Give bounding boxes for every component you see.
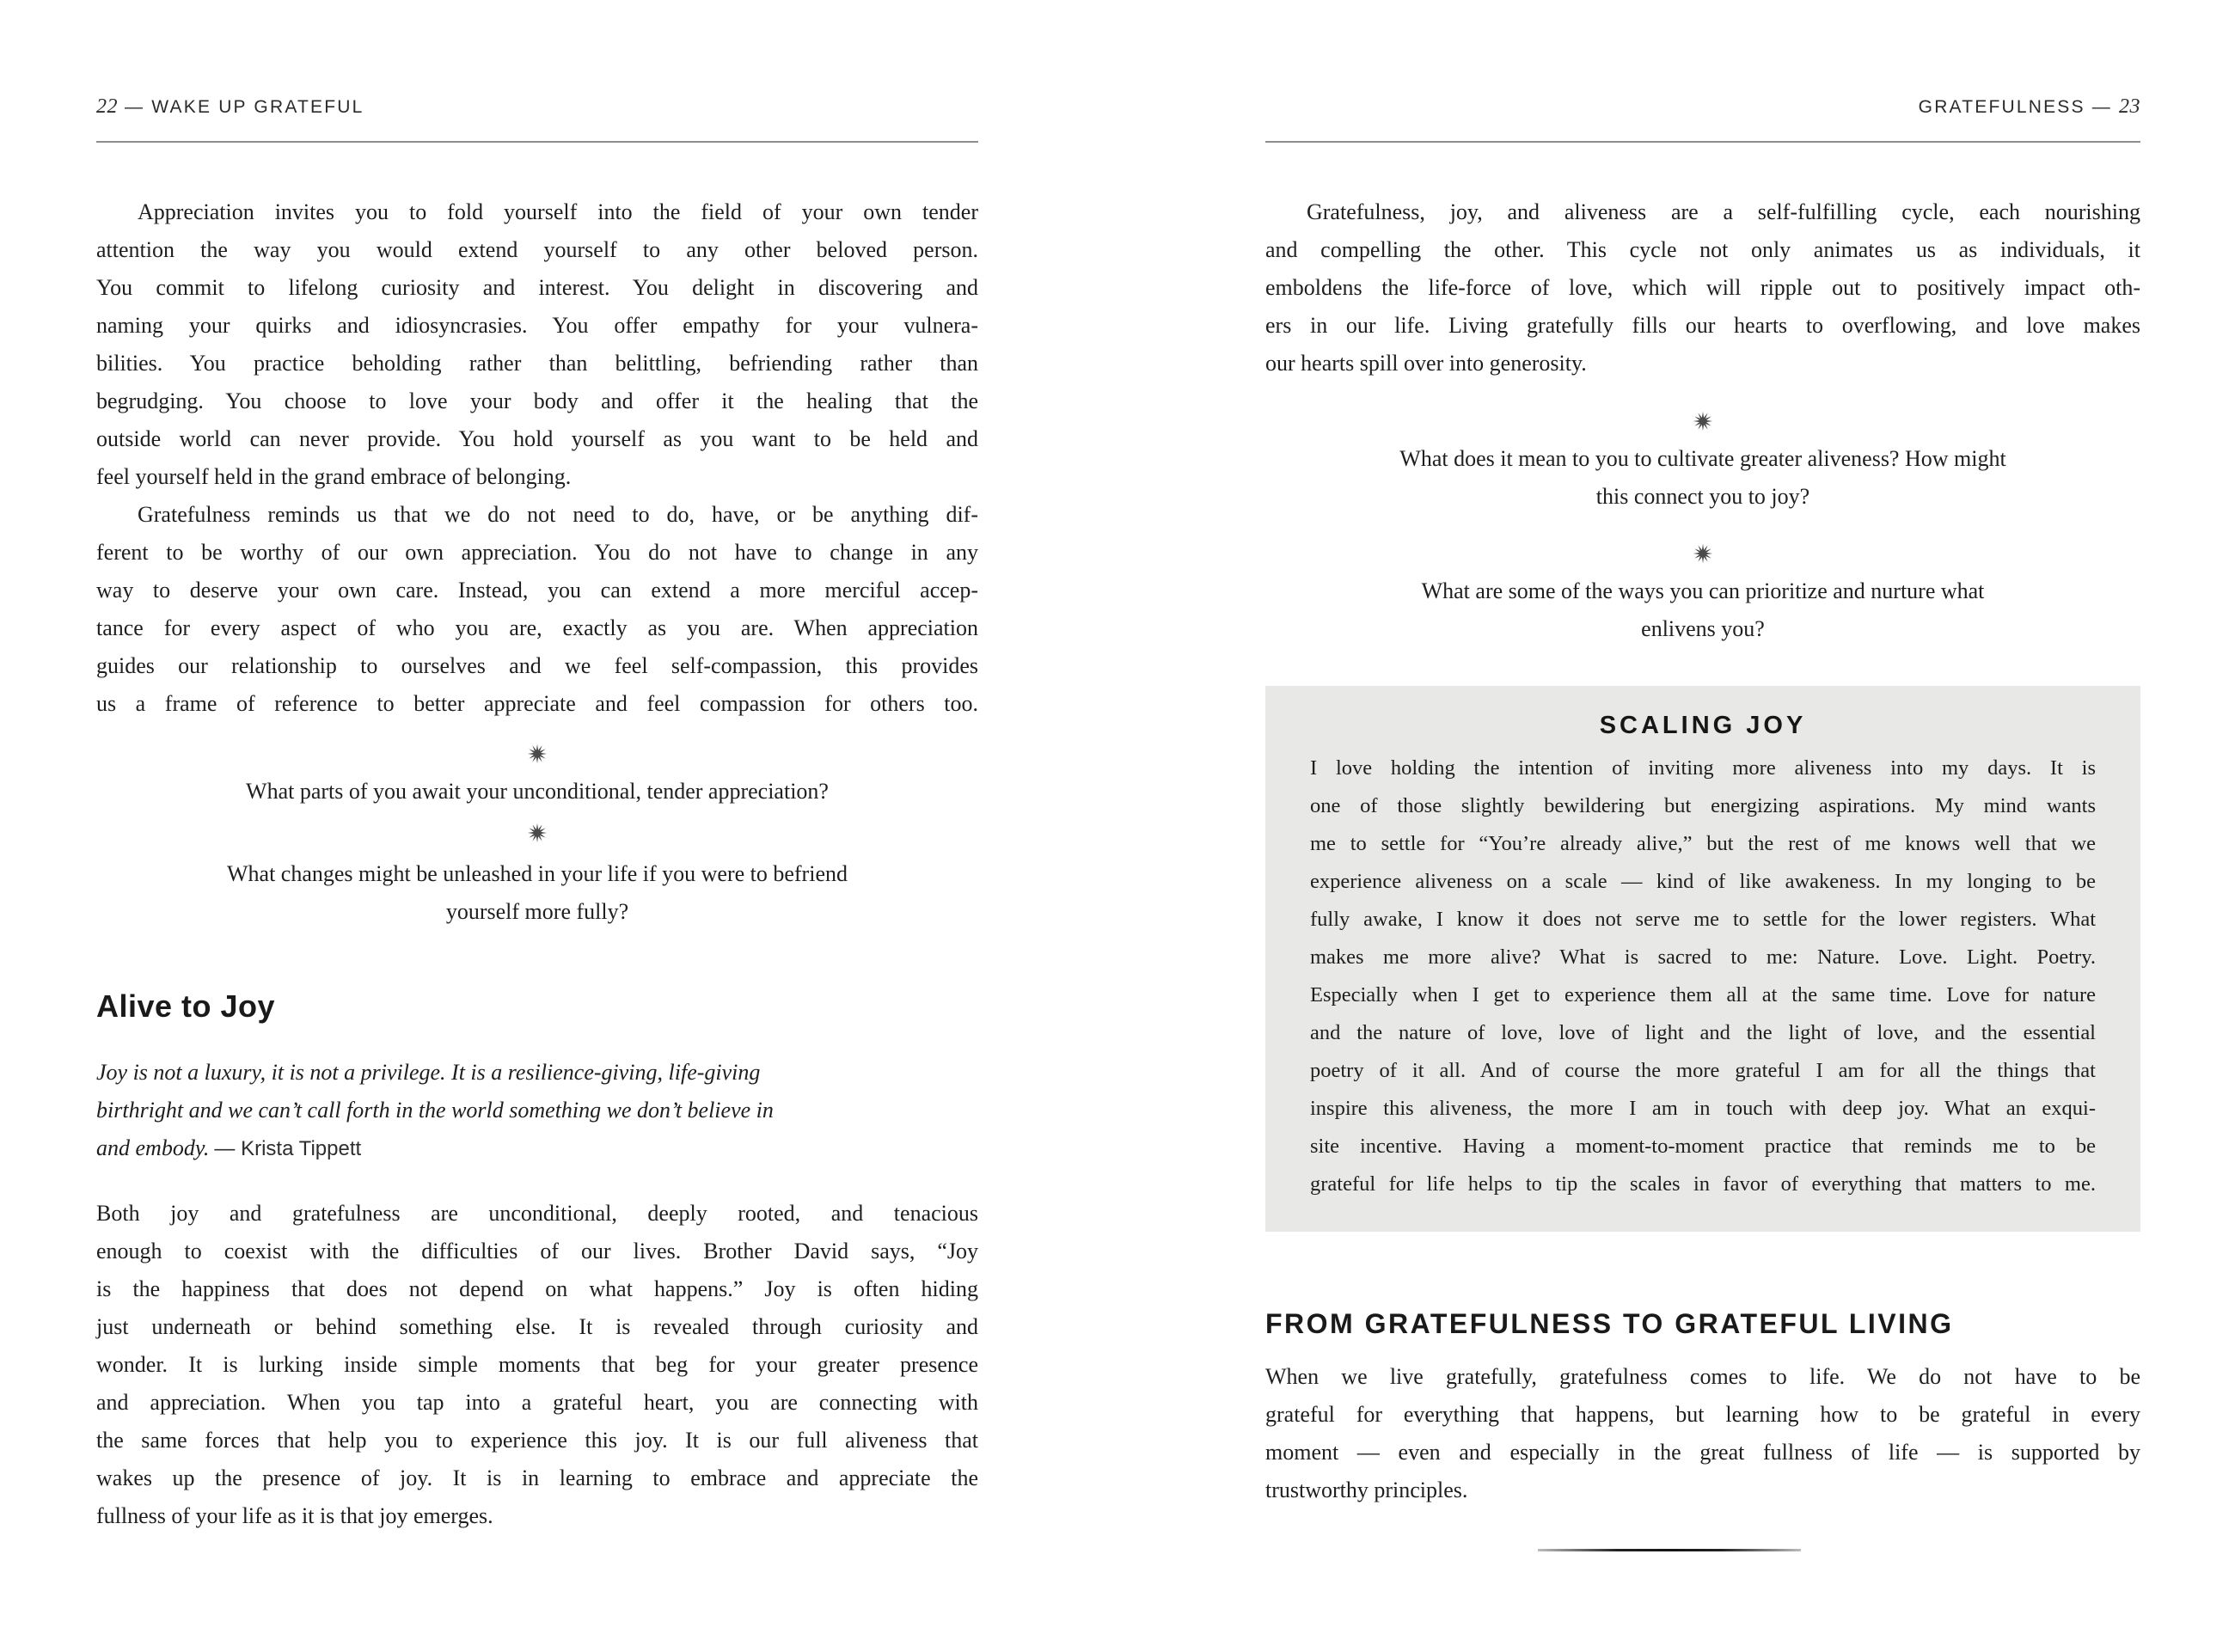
running-header-right: [1265, 89, 2140, 125]
text-line: grateful for life helps to tip the scales in favor of everything that matters to me.: [1310, 1172, 2096, 1196]
twelve-pointed-star-icon: [1693, 411, 1713, 431]
paragraph: [96, 496, 978, 723]
text-line: wakes up the presence of joy. It is in learning to embrace and appreciate the: [96, 1465, 978, 1490]
text-line: is the happiness that does not depend on what happens.” Joy is often hiding: [96, 1276, 978, 1301]
text-line: inspire this aliveness, the more I am in touch with deep joy. What an exqui-: [1310, 1097, 2096, 1120]
paragraph: [96, 193, 978, 496]
page-left: [96, 0, 978, 1652]
text-line: fully awake, I know it does not serve me to settle for the lower registers. What: [1310, 908, 2096, 931]
pull-quote-lines: [96, 1054, 978, 1129]
text-line: moment — even and especially in the great fullness of life — is supported by: [1265, 1440, 2140, 1465]
running-title: GRATEFULNESS: [1918, 97, 2085, 117]
reflection-question: [96, 855, 978, 931]
text-line: this connect you to joy?: [1595, 484, 1810, 509]
paragraph: [96, 1195, 978, 1535]
end-of-section-divider: [1538, 1549, 1801, 1551]
text-line: What are some of the ways you can prioritize and nurture what: [1421, 578, 1985, 603]
text-line: fullness of your life as it is that joy emerges.: [96, 1503, 493, 1528]
text-line: yourself more fully?: [445, 899, 629, 924]
text-line: guides our relationship to ourselves and we feel self-compassion, this provides: [96, 653, 978, 678]
text-line: enough to coexist with the difficulties of our lives. Brother David says, “Joy: [96, 1239, 978, 1263]
text-line: just underneath or behind something else. It is revealed through curiosity and: [96, 1314, 978, 1339]
text-line: What does it mean to you to cultivate greater aliveness? How might: [1399, 446, 2006, 471]
text-line: birthright and we can’t call forth in the world something we don’t believe in: [96, 1098, 774, 1123]
text-line: When we live gratefully, gratefulness comes to life. We do not have to be: [1265, 1364, 2140, 1389]
running-header-left: [96, 89, 978, 125]
text-line: naming your quirks and idiosyncrasies. You offer empathy for your vulnera-: [96, 313, 978, 338]
header-separator: —: [125, 97, 145, 117]
text-line: way to deserve your own care. Instead, you can extend a more merciful accep-: [96, 578, 978, 603]
page-number: 23: [2119, 95, 2140, 118]
text-line: What changes might be unleashed in your life if you were to befriend: [227, 861, 848, 886]
header-rule: [1265, 141, 2140, 143]
text-line: You commit to lifelong curiosity and interest. You delight in discovering and: [96, 275, 978, 300]
text-line: our hearts spill over into generosity.: [1265, 351, 1587, 376]
text-line: trustworthy principles.: [1265, 1478, 1468, 1502]
text-line: enlivens you?: [1641, 616, 1765, 641]
text-line: I love holding the intention of inviting more aliveness into my days. It is: [1310, 756, 2096, 780]
asterisk-divider-icon: [96, 735, 978, 773]
text-line: begrudging. You choose to love your body and offer it the healing that the: [96, 389, 978, 413]
text-line: Gratefulness, joy, and aliveness are a self-fulfilling cycle, each nourishing: [1307, 199, 2140, 224]
section-heading: Alive to Joy: [96, 988, 276, 1024]
text-line: feel yourself held in the grand embrace of belonging.: [96, 464, 572, 489]
text-line: wonder. It is lurking inside simple moments that beg for your greater presence: [96, 1352, 978, 1377]
text-line: ferent to be worthy of our own appreciation. You do not have to change in any: [96, 540, 978, 565]
text-line: me to settle for “You’re already alive,” but the rest of me knows well that we: [1310, 832, 2096, 855]
section-heading: FROM GRATEFULNESS TO GRATEFUL LIVING: [1265, 1308, 1954, 1339]
text-line: Appreciation invites you to fold yourself into the field of your own tender: [138, 199, 978, 224]
text-line: makes me more alive? What is sacred to me: Nature. Love. Light. Poetry.: [1310, 945, 2096, 969]
twelve-pointed-star-icon: [527, 823, 548, 843]
text-line: and appreciation. When you tap into a grateful heart, you are connecting with: [96, 1390, 978, 1415]
text-line: bilities. You practice beholding rather than belittling, befriending rather than: [96, 351, 978, 376]
asterisk-divider-icon: [96, 814, 978, 852]
twelve-pointed-star-icon: [1693, 543, 1713, 564]
pull-quote-last-line: [96, 1129, 978, 1168]
quote-attribution: — Krista Tippett: [214, 1137, 362, 1160]
asterisk-divider-icon: [1265, 535, 2140, 572]
text-line: grateful for everything that happens, but learning how to be grateful in every: [1265, 1402, 2140, 1427]
paragraph: [1265, 193, 2140, 382]
header-separator: —: [2091, 97, 2112, 117]
text-line: outside world can never provide. You hold yourself as you want to be held and: [96, 426, 978, 451]
text-line: poetry of it all. And of course the more grateful I am for all the things that: [1310, 1059, 2096, 1082]
text-line: tance for every aspect of who you are, exactly as you are. When appreciation: [96, 615, 978, 640]
callout-title: SCALING JOY: [1599, 712, 1807, 739]
pull-quote: [96, 1054, 978, 1168]
reflection-question: [96, 773, 978, 811]
twelve-pointed-star-icon: [527, 743, 548, 764]
quote-text: and embody.: [96, 1135, 210, 1160]
running-title: WAKE UP GRATEFUL: [151, 97, 364, 117]
asterisk-divider-icon: [1265, 402, 2140, 440]
callout-body: [1310, 750, 2096, 1203]
text-line: the same forces that help you to experience this joy. It is our full aliveness that: [96, 1428, 978, 1453]
header-rule: [96, 141, 978, 143]
page-right: [1265, 0, 2140, 1652]
text-line: us a frame of reference to better appreciate and feel compassion for others too.: [96, 691, 978, 716]
page-number: 22: [96, 95, 118, 118]
text-line: one of those slightly bewildering but energizing aspirations. My mind wants: [1310, 794, 2096, 817]
reflection-question: [1265, 572, 2140, 648]
callout-box: [1265, 686, 2140, 1232]
text-line: What parts of you await your unconditional, tender appreciation?: [246, 779, 829, 804]
text-line: experience aliveness on a scale — kind of like awakeness. In my longing to be: [1310, 870, 2096, 893]
text-line: Joy is not a luxury, it is not a privilege. It is a resilience-giving, life-giving: [96, 1060, 761, 1085]
text-line: ers in our life. Living gratefully fills our hearts to overflowing, and love makes: [1265, 313, 2140, 338]
text-line: and compelling the other. This cycle not only animates us as individuals, it: [1265, 237, 2140, 262]
text-line: emboldens the life-force of love, which will ripple out to positively impact oth-: [1265, 275, 2140, 300]
text-line: Especially when I get to experience them all at the same time. Love for nature: [1310, 983, 2096, 1006]
text-line: Both joy and gratefulness are unconditional, deeply rooted, and tenacious: [96, 1201, 978, 1226]
text-line: and the nature of love, love of light and the light of love, and the essential: [1310, 1021, 2096, 1044]
text-line: site incentive. Having a moment-to-moment practice that reminds me to be: [1310, 1135, 2096, 1158]
paragraph: [1265, 1358, 2140, 1509]
text-line: attention the way you would extend yourself to any other beloved person.: [96, 237, 978, 262]
text-line: Gratefulness reminds us that we do not need to do, have, or be anything dif-: [138, 502, 978, 527]
reflection-question: [1265, 440, 2140, 516]
